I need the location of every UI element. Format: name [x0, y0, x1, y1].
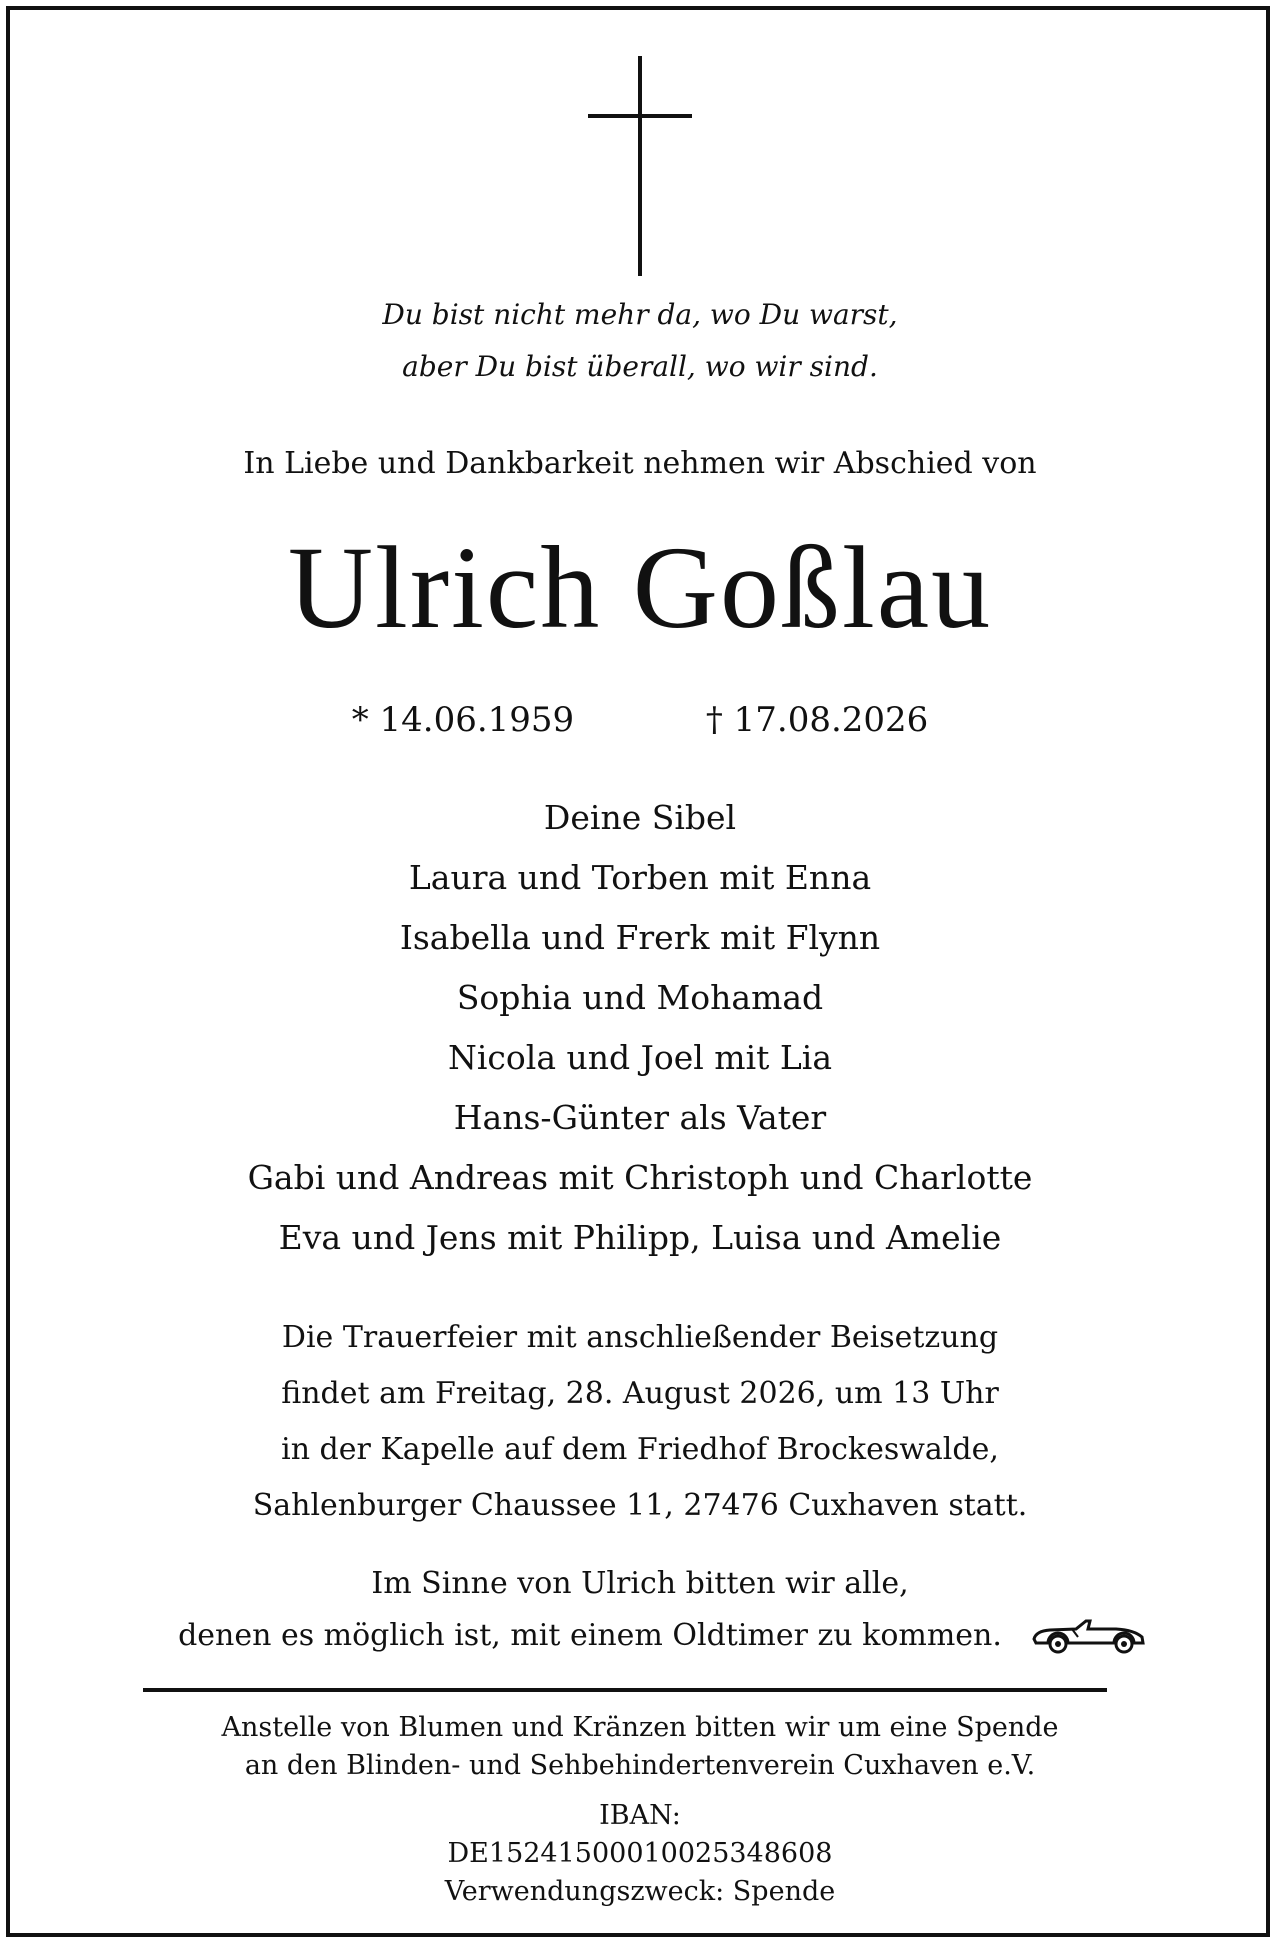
donation-line-1: Anstelle von Blumen und Kränzen bitten wir um eine Spende	[221, 1712, 1059, 1743]
family-line: Deine Sibel	[543, 798, 737, 837]
quote-line-1: Du bist nicht mehr da, wo Du warst,	[382, 298, 898, 331]
donation-line-2: an den Blinden- und Sehbehindertenverein Cuxhaven e.V.	[244, 1750, 1036, 1781]
family-line: Hans-Günter als Vater	[453, 1098, 827, 1137]
quote-line-2: aber Du bist überall, wo wir sind.	[402, 350, 878, 383]
intro-text: In Liebe und Dankbarkeit nehmen wir Abschied von	[243, 446, 1037, 481]
birth-date: * 14.06.1959	[351, 700, 575, 740]
iban-label: IBAN:	[599, 1800, 681, 1831]
funeral-line: Die Trauerfeier mit anschließender Beisetzung	[281, 1320, 999, 1355]
family-line: Isabella und Frerk mit Flynn	[399, 918, 881, 957]
deceased-name: Ulrich Goßlau	[287, 522, 993, 653]
convertible-car-icon	[1030, 1611, 1148, 1655]
cross-icon	[588, 56, 692, 276]
funeral-line: Sahlenburger Chaussee 11, 27476 Cuxhaven statt.	[252, 1488, 1028, 1523]
divider	[143, 1688, 1107, 1692]
family-line: Gabi und Andreas mit Christoph und Charlotte	[247, 1158, 1033, 1197]
death-date: † 17.08.2026	[705, 700, 929, 740]
oldtimer-line-2: denen es möglich ist, mit einem Oldtimer zu kommen.	[178, 1618, 1002, 1653]
family-line: Nicola und Joel mit Lia	[447, 1038, 833, 1077]
funeral-line: findet am Freitag, 28. August 2026, um 13 Uhr	[281, 1376, 999, 1411]
funeral-line: in der Kapelle auf dem Friedhof Brockeswalde,	[281, 1432, 999, 1467]
life-dates	[0, 700, 1280, 740]
oldtimer-line-1: Im Sinne von Ulrich bitten wir alle,	[371, 1566, 909, 1601]
family-line: Sophia und Mohamad	[456, 978, 824, 1017]
iban-number: DE15241500010025348608	[447, 1838, 833, 1869]
donation-purpose: Verwendungszweck: Spende	[444, 1876, 836, 1907]
family-line: Laura und Torben mit Enna	[408, 858, 872, 897]
family-line: Eva und Jens mit Philipp, Luisa und Amelie	[278, 1218, 1002, 1257]
